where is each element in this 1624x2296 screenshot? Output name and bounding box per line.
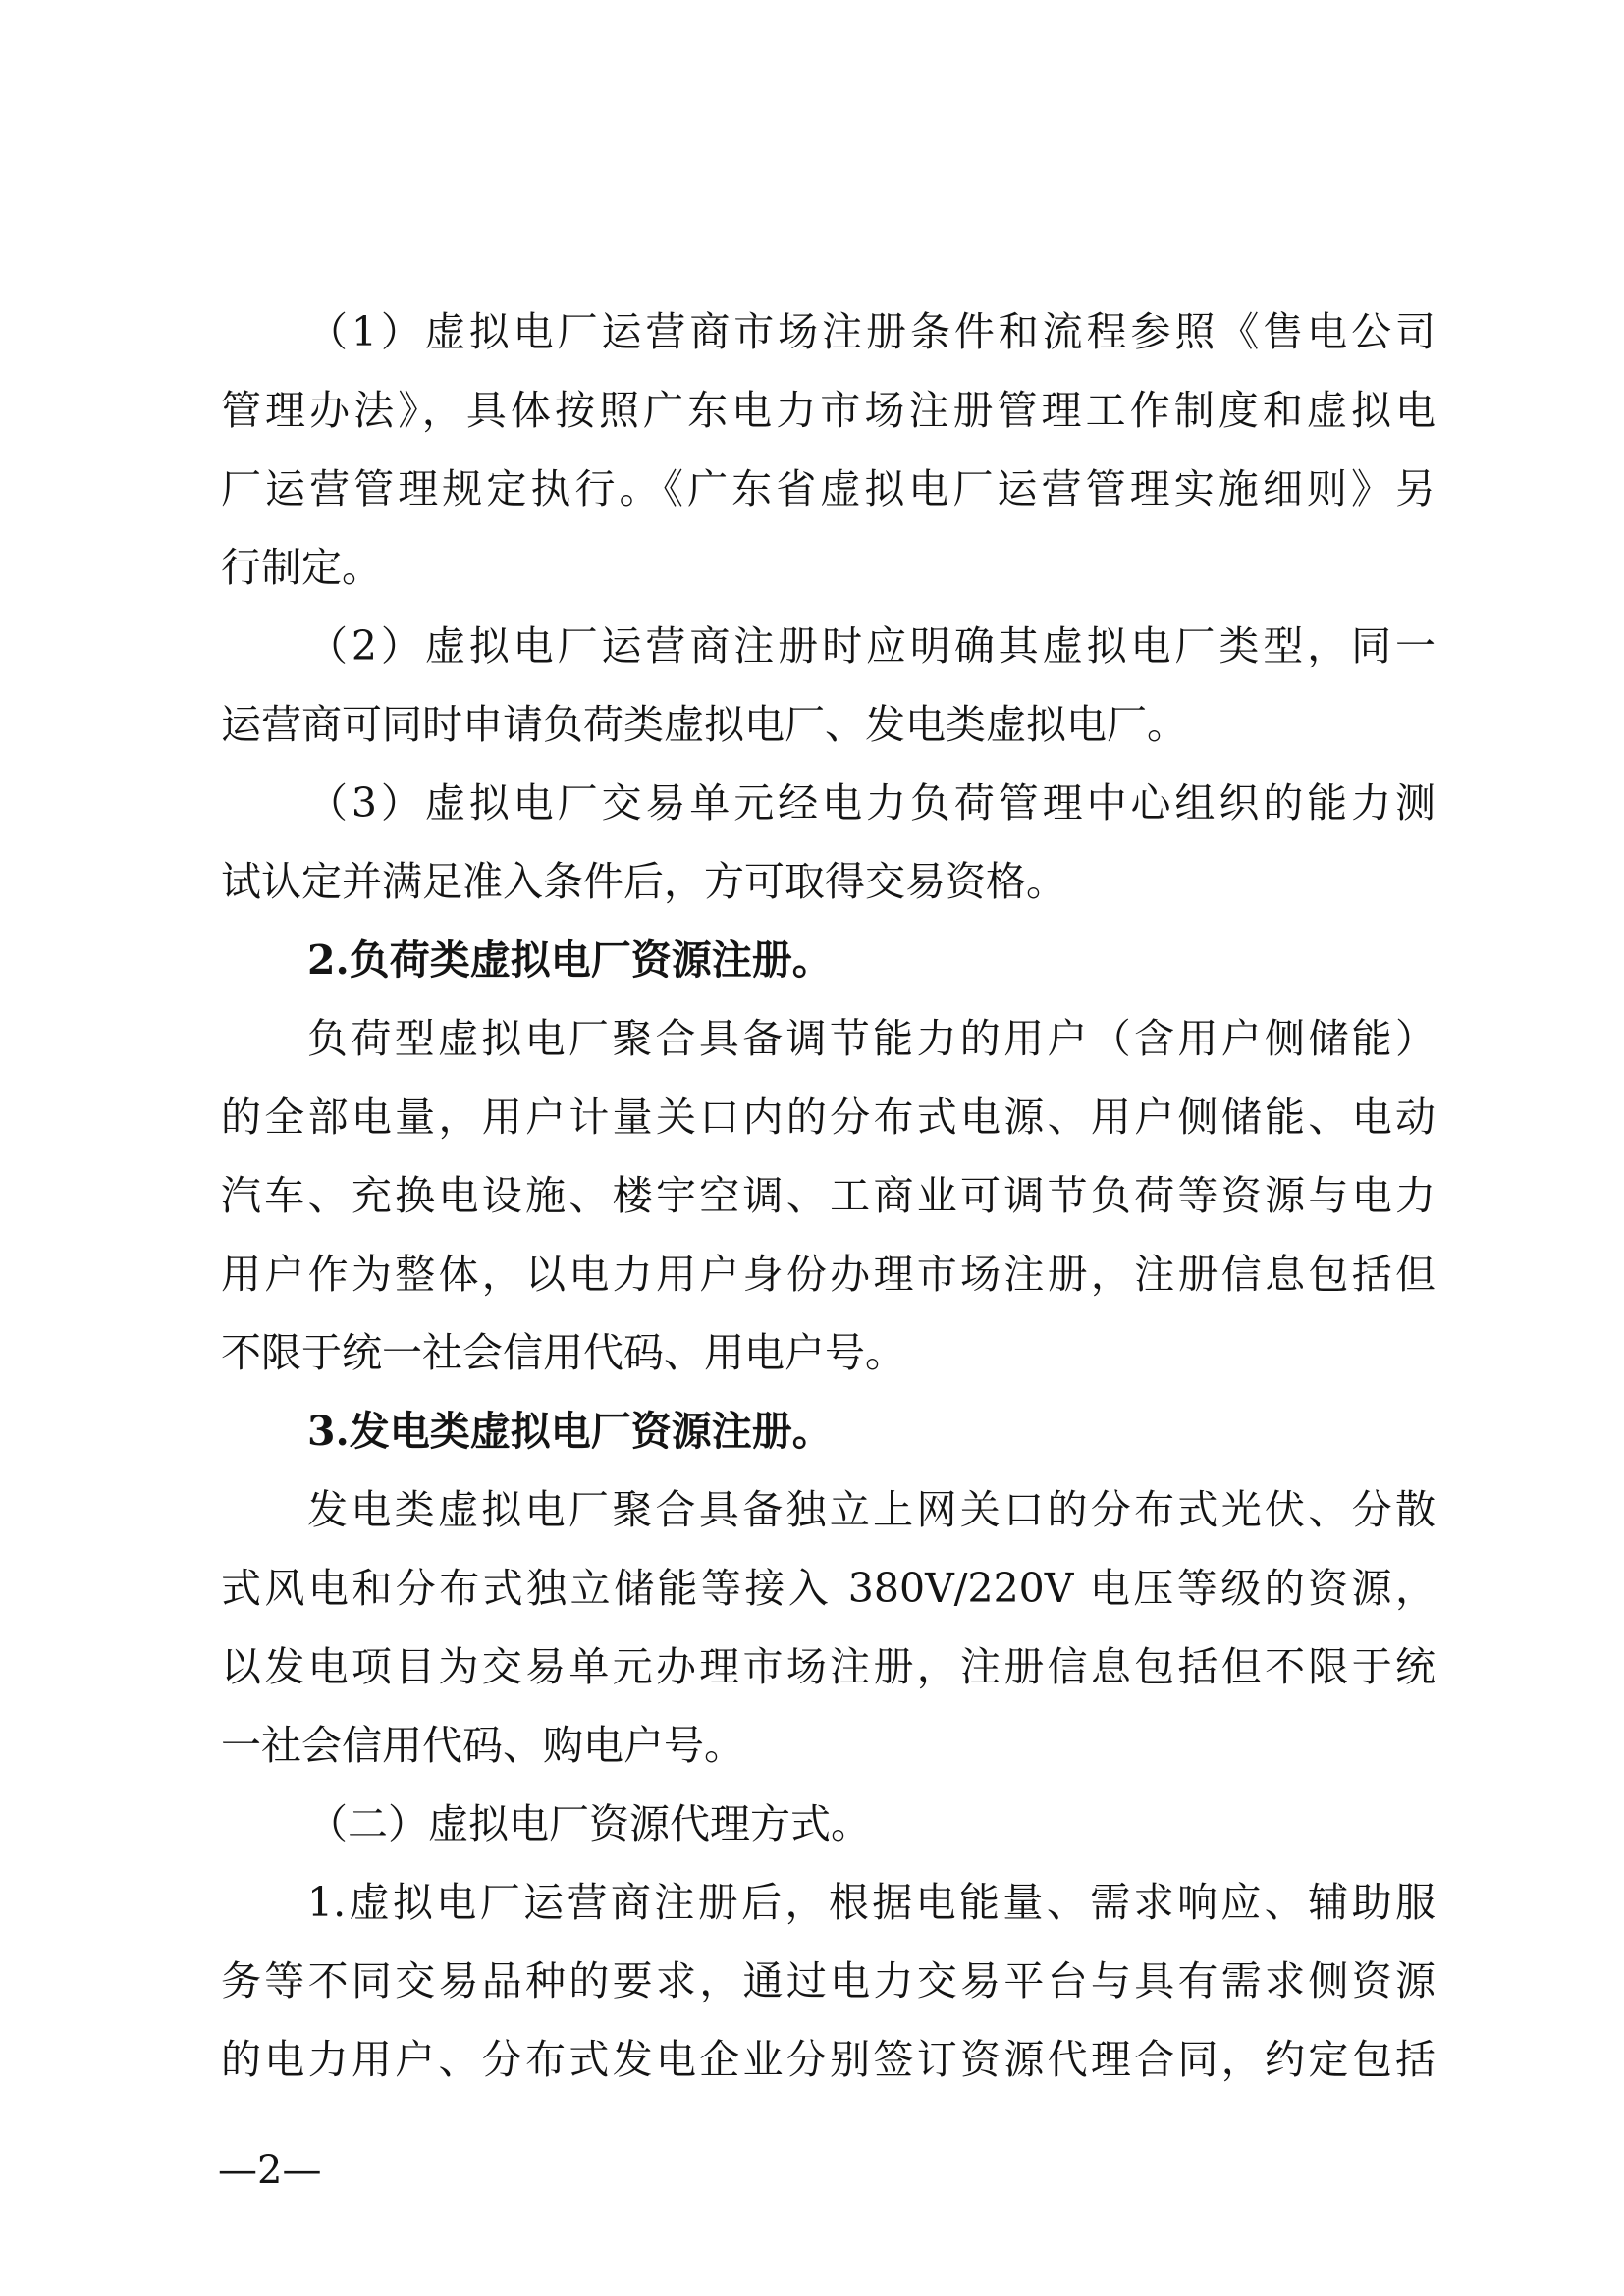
text-line: 运营商可同时申请负荷类虚拟电厂、发电类虚拟电厂。: [221, 701, 1187, 748]
text-line: 负荷型虚拟电厂聚合具备调节能力的用户（含用户侧储能）: [307, 1015, 1435, 1062]
text-line: 用户作为整体，以电力用户身份办理市场注册，注册信息包括但: [221, 1251, 1435, 1298]
section-heading: （二）虚拟电厂资源代理方式。: [307, 1800, 871, 1847]
text-line: 的全部电量，用户计量关口内的分布式电源、用户侧储能、电动: [221, 1094, 1435, 1141]
text-line: 试认定并满足准入条件后，方可取得交易资格。: [221, 858, 1066, 905]
text-line: 不限于统一社会信用代码、用电户号。: [221, 1329, 905, 1376]
text-line: 式风电和分布式独立储能等接入 380V/220V 电压等级的资源，: [221, 1565, 1435, 1612]
page-number: —2—: [218, 2148, 322, 2193]
document-body: [221, 293, 1435, 2099]
text-line: 汽车、充换电设施、楼宇空调、工商业可调节负荷等资源与电力: [221, 1172, 1435, 1219]
text-line: 的电力用户、分布式发电企业分别签订资源代理合同，约定包括: [221, 2036, 1435, 2083]
text-line: （3）虚拟电厂交易单元经电力负荷管理中心组织的能力测: [307, 779, 1435, 827]
text-line: （2）虚拟电厂运营商注册时应明确其虚拟电厂类型，同一: [307, 622, 1435, 669]
text-line: 发电类虚拟电厂聚合具备独立上网关口的分布式光伏、分散: [307, 1486, 1435, 1533]
text-line: 厂运营管理规定执行。《广东省虚拟电厂运营管理实施细则》另: [221, 465, 1435, 512]
text-line: 管理办法》，具体按照广东电力市场注册管理工作制度和虚拟电: [221, 387, 1435, 434]
text-line: 1.虚拟电厂运营商注册后，根据电能量、需求响应、辅助服: [307, 1879, 1435, 1926]
text-line: 以发电项目为交易单元办理市场注册，注册信息包括但不限于统: [221, 1643, 1435, 1690]
section-heading: 2.负荷类虚拟电厂资源注册。: [307, 936, 833, 984]
text-line: （1）虚拟电厂运营商市场注册条件和流程参照《售电公司: [307, 308, 1435, 355]
text-line: 行制定。: [221, 544, 382, 591]
text-line: 务等不同交易品种的要求，通过电力交易平台与具有需求侧资源: [221, 1957, 1435, 2004]
section-heading: 3.发电类虚拟电厂资源注册。: [307, 1408, 833, 1455]
text-line: 一社会信用代码、购电户号。: [221, 1722, 744, 1769]
